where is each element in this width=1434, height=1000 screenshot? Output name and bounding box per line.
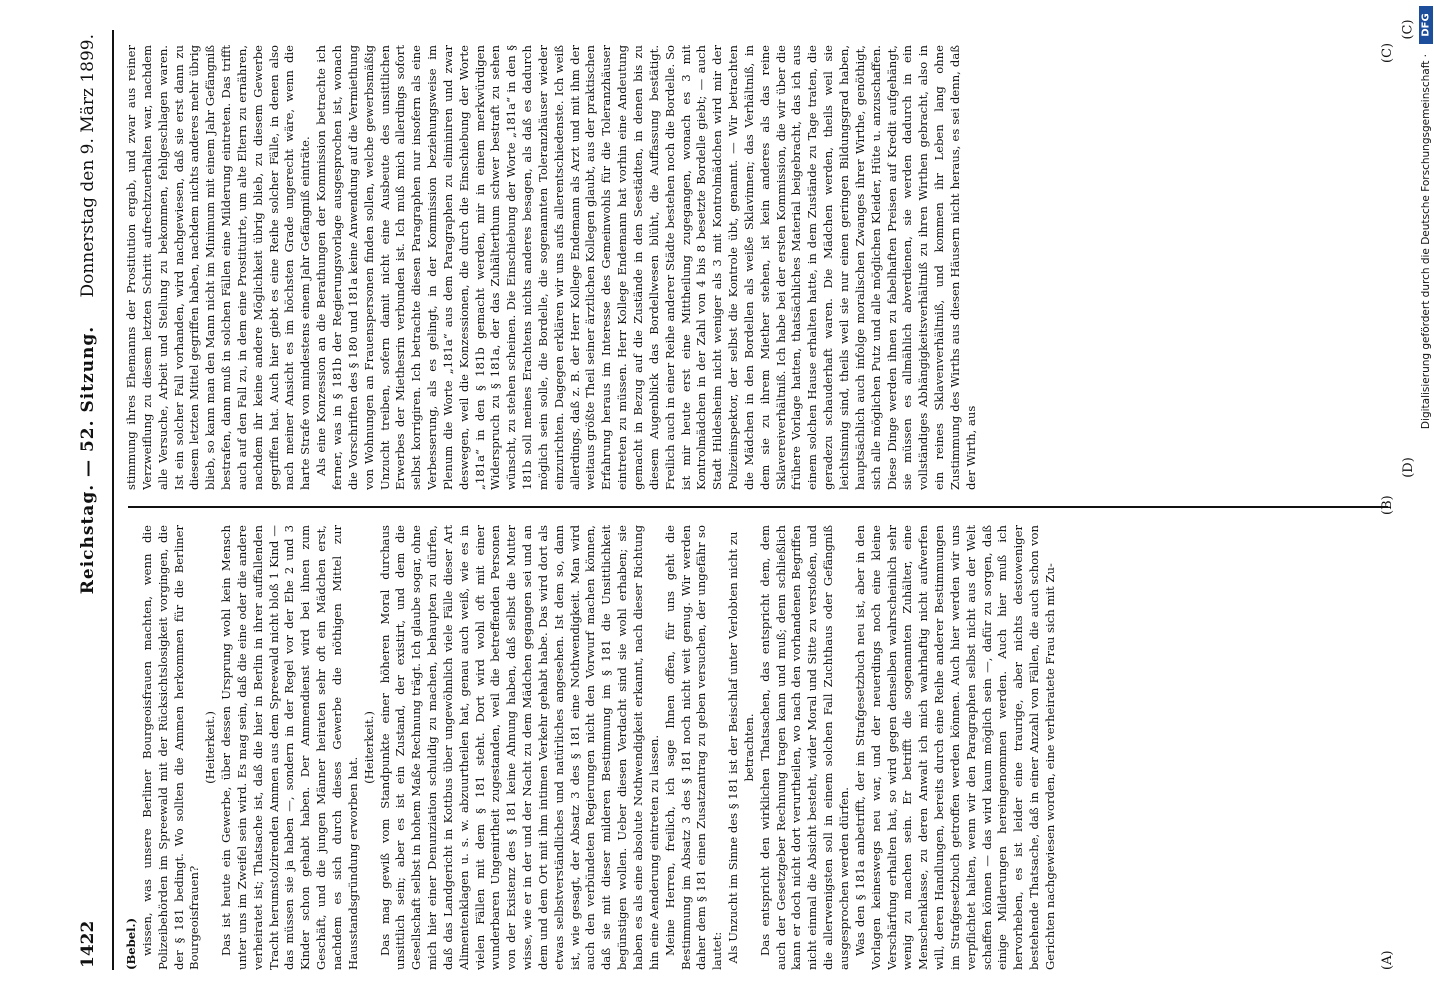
paragraph: Was den § 181a anbetrifft, der im Strafgesetzbuch neu ist, aber in den Vorlagen keineswegs neu war, und der neuerdings noch eine kleine Verschärfung erhalten hat, so wird gegen denselben wahrscheinlich sehr wenig zu machen sein. Er betrifft die sogenannten Zuhälter, eine Menschenklasse, zu deren Anwalt ich mich wahrhaftig nicht aufwerfen will, deren Handlungen, bereits durch eine Reihe anderer Bestimmungen im Strafgesetzbuch getroffen werden können. Auch hier werden wir uns verpflichtet halten, wenn wir den Paragraphen selbst nicht aus der Welt schaffen können — das wird kaum möglich sein —, dafür zu sorgen, daß einige Milderungen hereingenommen werden. Auch hier muß ich hervorheben, es ist leider eine traurige, aber nichts destoweniger bestehende Thatsache, daß in einer Anzahl von Fällen, die auch schon von Gerichten nachgewiesen worden, eine verheiratete Frau sich mit Zu- bbox=[852, 525, 1057, 970]
left-column bbox=[124, 525, 1394, 970]
paragraph: wissen, was unsere Berliner Bourgeoisfrauen machten, wenn die Polizeibehörden im Spreewald mit der Rücksichtslosigkeit vorgingen, die der § 181 bedingt. Wo sollten die Ammen herkommen für die Berliner Bourgeoisfrauen? bbox=[139, 525, 202, 970]
margin-letter-b: (B) bbox=[1380, 495, 1395, 515]
interjection: (Heiterkeit.) bbox=[361, 711, 376, 784]
interjection: (Heiterkeit.) bbox=[203, 711, 218, 784]
paragraph: Meine Herren, freilich, ich sage Ihnen offen, für uns geht die Bestimmung im Absatz 3 des § 181 noch nicht weit genug. Wir werden daher dem § 181 einen Zusatzantrag zu geben versuchen, der ungefähr so lautet: bbox=[662, 525, 725, 970]
dfg-logo: DFG bbox=[1419, 6, 1433, 44]
column-divider bbox=[128, 506, 1388, 508]
session-date: Donnerstag den 9. März 1899. bbox=[78, 34, 98, 298]
paragraph: Das ist heute ein Gewerbe, über dessen Ursprung wohl kein Mensch unter uns im Zweifel sein wird. Es mag sein, daß die eine oder die andere verheiratet ist; Thatsache ist, daß die hier in Berlin in ihrer auffallenden Tracht herumstolzirenden Ammen aus dem Spreewald nicht bloß 1 Kind — das müssen sie ja haben —, sondern in der Regel vor der Ehe 2 und 3 Kinder schon gehabt haben. Der Ammendienst wird bei ihnen zum Geschäft, und die jungen Männer heiraten sehr oft ein Mädchen erst, nachdem es sich durch dieses Gewerbe die nöthigen Mittel zur Hausstandsgründung erworben hat. bbox=[219, 525, 360, 970]
margin-letter-c: (C) bbox=[1380, 42, 1395, 63]
paragraph: Das mag gewiß vom Standpunkte einer höheren Moral durchaus unsittlich sein; aber es ist ein Zustand, der existirt, und dem die Gesellschaft selbst in hohem Maße Rechnung trägt. Ich glaube sogar, ohne mich hier einer Denunziation schuldig zu machen, behaupten zu dürfen, daß das Landgericht in Kottbus über ungewöhnlich viele Fälle dieser Art Alimentenklagen u. s. w. abzuurtheilen hat, genau auch weiß, wie es in vielen Fällen mit dem § 181 steht. Dort wird wohl oft mit einer wunderbaren Ungenirtheit zugestanden, weil die betreffenden Personen von der Existenz des § 181 keine Ahnung haben, daß selbst die Mutter wisse, wie er in der und der Nacht zu dem Mädchen gegangen sei und an dem und dem Ort mit ihm intimen Verkehr gehabt habe. Das wird dort als etwas selbstverständliches und natürliches angesehen. Ist dem so, dann ist, wie gesagt, der Absatz 3 des § 181 eine Nothwendigkeit. Man wird auch den verbündeten Regierungen nicht den Vorwurf machen können, daß sie mit dieser milderen Bestimmung im § 181 die Unsittlichkeit begünstigen wollen. Ueber diesen Verdacht sind sie wohl erhaben; sie haben es als eine absolute Nothwendigkeit erkannt, nach dieser Richtung hin eine Aenderung eintreten zu lassen. bbox=[377, 525, 661, 970]
right-column bbox=[124, 42, 1395, 490]
page-title: Reichstag. — 52. Sitzung. bbox=[78, 325, 98, 595]
rotated-page bbox=[68, 30, 1408, 970]
dfg-notice bbox=[1416, 4, 1434, 764]
paragraph: stimmung ihres Ehemanns der Prostitution ergab, und zwar aus reiner Verzweiflung zu diesem letzten Schritt aufrechtzuerhalten war, nachdem alle Versuche, Arbeit und Stellung zu bekommen, fehlgeschlagen waren. Ist ein solcher Fall vorhanden, wird nachgewiesen, daß sie erst dann zu diesem letzten Mittel gegriffen haben, nachdem nichts anderes mehr übrig blieb, so kann man den Mann nicht im Minimum mit einem Jahr Gefängniß bestrafen, dann muß in solchen Fällen eine Milderung eintreten. Das trifft auch auf den Fall zu, in dem eine Prostituirte, um alte Eltern zu ernähren, nachdem ihr keine andere Möglichkeit übrig blieb, zu diesem Gewerbe gegriffen hat. Auch hier giebt es eine Reihe solcher Fälle, in denen also nach meiner Ansicht es im höchsten Grade ungerecht wäre, wenn die harte Strafe von mindestens einem Jahr Gefängniß einträte. bbox=[124, 45, 313, 490]
margin-letter-a: (A) bbox=[1380, 950, 1395, 970]
margin-letter-c-screen: (C) bbox=[1400, 19, 1416, 40]
margin-letter-d: (D) bbox=[1400, 457, 1416, 478]
paragraph: Das entspricht den wirklichen Thatsachen, das entspricht dem, dem auch der Gesetzgeber Rechnung tragen kann und muß; denn schließlich kann er doch nicht dort verurtheilen, wo nach den vorhandenen Begriffen nicht einmal die Absicht besteht, wider Moral und Sitte zu verstoßen, und die allerwenigsten soll in einem solchen Fall Zuchthaus oder Gefängniß ausgesprochen werden dürfen. bbox=[757, 525, 851, 970]
quoted-amendment: Als Unzucht im Sinne des § 181 ist der Beischlaf unter Verlobten nicht zu betrachten. bbox=[726, 531, 756, 964]
paragraph: Als eine Konzession an die Berathungen der Kommission betrachte ich ferner, was in § 181b der Regierungsvorlage ausgesprochen ist, wonach die Vorschriften des § 180 und 181a keine Anwendung auf die Vermiethung von Wohnungen an Frauenspersonen finden sollen, welche gewerbsmäßig Unzucht treiben, sofern damit nicht eine Ausbeute des unsittlichen Erwerbes der Miethesrin verbunden ist. Ich muß mich allerdings sofort selbst korrigiren. Ich betrachte diesen Paragraphen nur insofern als eine Verbesserung, als es gelingt, in der Kommission beziehungsweise im Plenum die Worte „181a“ aus dem Paragraphen zu eliminiren und zwar deswegen, weil die Konzessionen, die durch die Einschiebung der Worte „181a“ in den § 181b gemacht werden, mir in einem merkwürdigen Widerspruch zu § 181a, der das Zuhälterthum schwer bestraft zu sehen wünscht, zu stehen scheinen. Die Einschiebung der Worte „181a“ in den § 181b soll meines Erachtens nichts anderes besagen, als daß es dadurch möglich sein solle, die Bordelle, die sogenannten Toleranzhäuser wieder einzurichten. Dagegen erklären wir uns aufs allerentschiedenste. Ich weiß allerdings, daß z. B. der Herr Kollege Endemann als Arzt und mit ihm der weitaus größte Theil seiner ärztlichen Kollegen glaubt, aus der praktischen Erfahrung heraus im Interesse des Gemeinwohls für die Toleranzhäuser eintreten zu müssen. Herr Kollege Endemann hat vorhin eine Andeutung gemacht in Bezug auf die Zustände in den Seestädten, in denen bis zu diesem Augenblick das Bordellwesen blüht, die Auffassung bestätigt. Freilich auch in einer Reihe anderer Städte bestehen noch die Bordelle. So ist mir heute erst eine Mittheilung zugegangen, wonach es 3 mit Kontrolmädchen in der Zahl von 4 bis 8 besetzte Bordelle giebt; — auch Stadt Hildesheim nicht weniger als 3 mit Kontrolmädchen wird mir der Polizeiinspektor, der selbst die Kontrole übt, genannt. — Wir betrachten die Mädchen in den Bordellen als weiße Sklavinnen; das Verhältniß, in dem sie zu ihrem Miether stehen, ist kein anderes als das reine Sklavereiverhältniß. Ich habe bei der ersten Kommission, die wir über die frühere Vorlage hatten, thatsächliches Material beigebracht, das ich aus einem solchen Hause erhalten hatte, in dem Zustände zu Tage traten, die geradezu schauderhaft waren. Die Mädchen werden, theils weil sie leichtsinnig sind, theils weil sie nur einen geringen Bildungsgrad haben, hauptsächlich auch infolge moralischen Zwanges ihrer Wirthe, genöthigt, sich alle möglichen Putz und alle möglichen Kleider, Hüte u. anzuschaffen. Diese Dinge werden ihnen zu fabelhaften Preisen auf Kredit aufgehängt, sie müssen es allmählich abverdienen, sie werden dadurch in ein vollständiges Abhängigkeitsverhältniß zu ihren Wirthen gebracht, also in ein reines Sklavenverhältniß, und kommen ihr Leben lang ohne Zustimmung des Wirths aus diesen Häusern nicht heraus, es sei denn, daß der Wirth, aus bbox=[314, 45, 978, 490]
speaker-name: (Bebel.) bbox=[124, 917, 138, 970]
page-header bbox=[68, 30, 114, 970]
page-number: 1422 bbox=[78, 920, 98, 968]
digitization-notice-text: Digitalisierung gefördert durch die Deutsche Forschungsgemeinschaft · bbox=[1420, 54, 1432, 430]
